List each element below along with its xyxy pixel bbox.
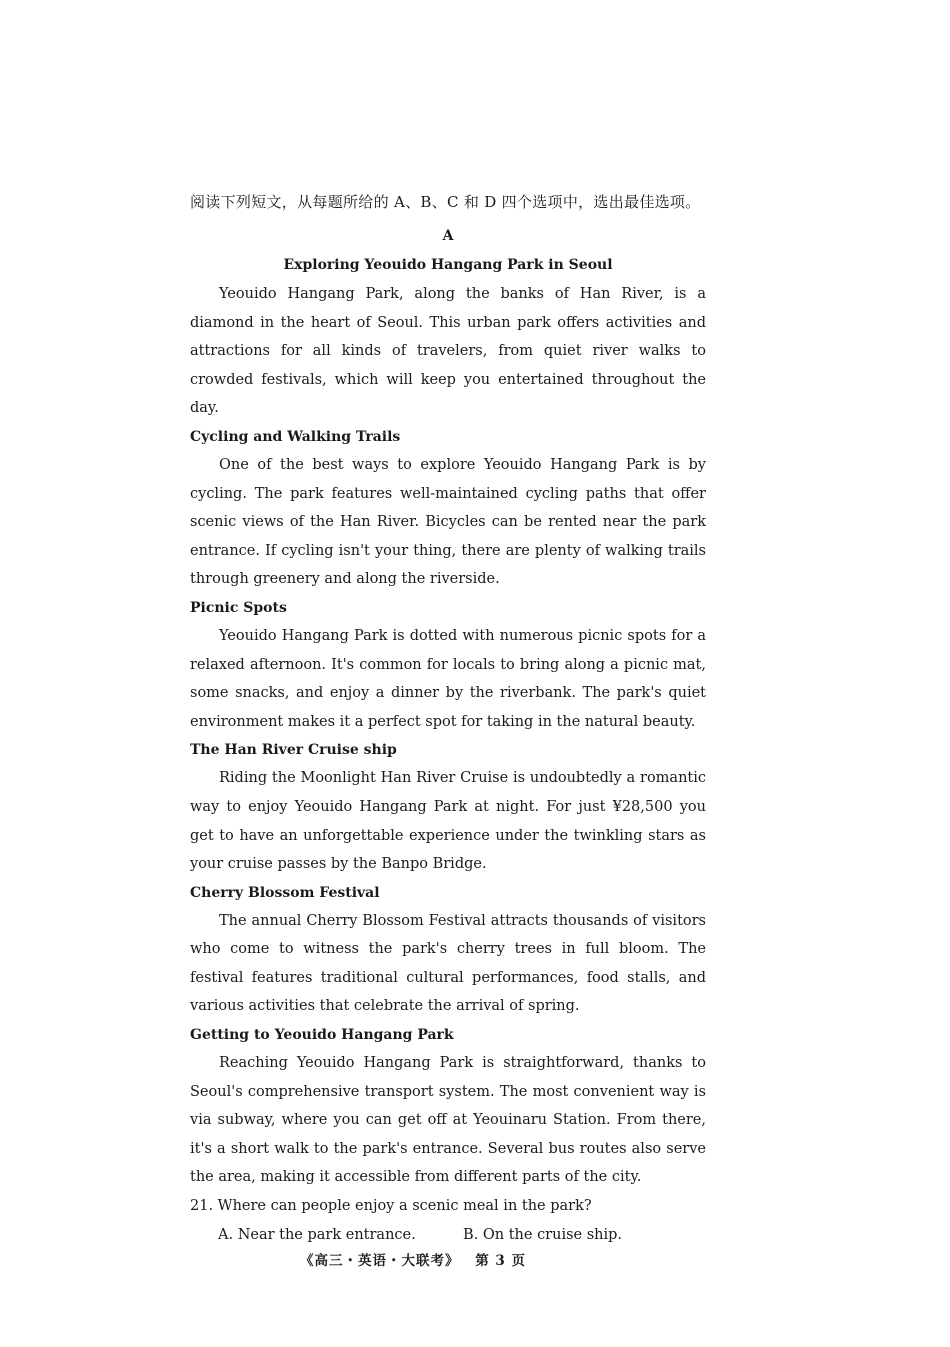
- section-paragraph: Yeouido Hangang Park is dotted with numerous picnic spots for a relaxed afternoon. It's common for locals to bring along a picnic mat, some snacks, and enjoy a dinner by the riverbank. The park's quiet environment makes it a perfect spot for taking in the natural beauty.: [190, 627, 706, 730]
- section-heading: Cherry Blossom Festival: [190, 884, 380, 901]
- exam-label: 《高三・英语・大联考》: [300, 1253, 460, 1269]
- question-21: 21. Where can people enjoy a scenic meal in the park?: [190, 1198, 592, 1215]
- page-number: 第 3 页: [475, 1253, 526, 1269]
- section-cherry-blossom: [190, 879, 706, 1021]
- section-cycling: [190, 423, 706, 594]
- section-heading: Getting to Yeouido Hangang Park: [190, 1027, 454, 1044]
- section-getting-there: [190, 1021, 706, 1192]
- section-heading: Picnic Spots: [190, 599, 287, 616]
- section-heading: The Han River Cruise ship: [190, 742, 397, 759]
- section-cruise: [190, 736, 706, 878]
- passage-title: Exploring Yeouido Hangang Park in Seoul: [283, 257, 613, 273]
- option-b: B. On the cruise ship.: [463, 1226, 623, 1243]
- section-paragraph: One of the best ways to explore Yeouido Hangang Park is by cycling. The park features well-maintained cycling paths that offer scenic views of the Han River. Bicycles can be rented near the park entrance. If cycling isn't your thing, there are plenty of walking trails through greenery and along the riverside.: [190, 456, 706, 588]
- page-footer: [300, 1249, 536, 1269]
- section-paragraph: Riding the Moonlight Han River Cruise is undoubtedly a romantic way to enjoy Yeouido Hangang Park at night. For just ¥28,500 you get to have an unforgettable experience under the twinkling stars as your cruise passes by the Banpo Bridge.: [190, 770, 706, 873]
- option-a: A. Near the park entrance.: [218, 1226, 416, 1243]
- section-heading: Cycling and Walking Trails: [190, 428, 401, 445]
- section-letter: A: [442, 228, 454, 244]
- answer-options: [190, 1221, 706, 1250]
- exam-page: [190, 188, 706, 1249]
- section-paragraph: Reaching Yeouido Hangang Park is straightforward, thanks to Seoul's comprehensive transport system. The most convenient way is via subway, where you can get off at Yeouinaru Station. From there, it's a short walk to the park's entrance. Several bus routes also serve the area, making it accessible from different parts of the city.: [190, 1055, 706, 1186]
- reading-instructions: 阅读下列短文，从每题所给的 A、B、C 和 D 四个选项中，选出最佳选项。: [190, 193, 701, 211]
- intro-paragraph: Yeouido Hangang Park, along the banks of Han River, is a diamond in the heart of Seoul. This urban park offers activities and attractions for all kinds of travelers, from quiet river walks to crowded festivals, which will keep you entertained throughout the day.: [190, 286, 706, 417]
- section-picnic: [190, 594, 706, 736]
- section-paragraph: The annual Cherry Blossom Festival attracts thousands of visitors who come to witness the park's cherry trees in full bloom. The festival features traditional cultural performances, food stalls, and various activities that celebrate the arrival of spring.: [190, 912, 706, 1015]
